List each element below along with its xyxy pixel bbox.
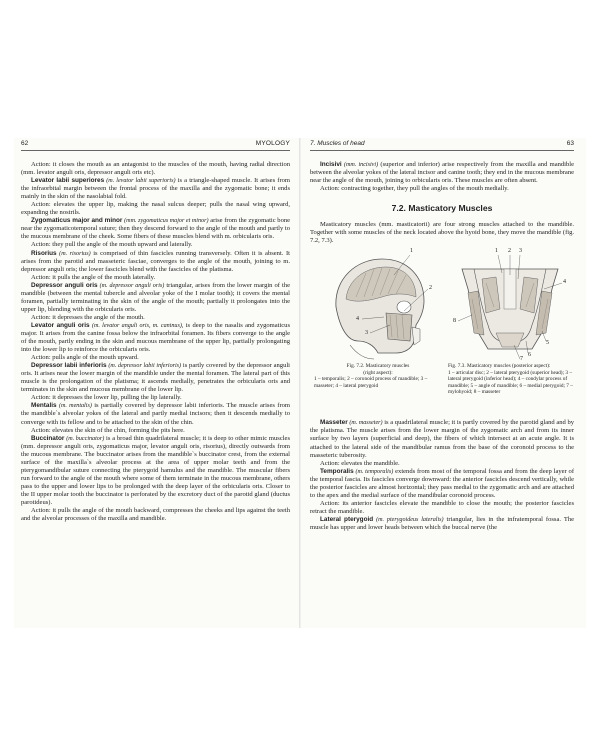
latin-name: (m. mentalis)	[58, 403, 92, 410]
muscle-paragraph	[21, 282, 290, 314]
section-intro: Masticatory muscles (mm. masticatorii) are four strong muscles attached to the mandible. Together with some muscles of the neck located above the hyoid bone, they move the mandible (fig. 7.2, 7.3).	[310, 221, 574, 245]
muscle-paragraph	[21, 362, 290, 394]
figure-7-2	[316, 249, 440, 361]
muscle-term: Zygomaticus major and minor	[31, 217, 123, 225]
action-paragraph	[21, 161, 290, 177]
action-paragraph	[21, 274, 290, 282]
latin-name: (m. pterygoideus lateralis)	[376, 516, 444, 523]
action-paragraph	[21, 354, 290, 362]
muscle-term: Mentalis	[31, 402, 57, 410]
paragraph-text: Action: pulls angle of the mouth upward.	[31, 354, 139, 362]
latin-name: (m. risorius)	[59, 250, 91, 257]
muscle-paragraph	[21, 177, 290, 201]
latin-name: (m. levator anguli oris, m. caninus),	[91, 322, 184, 329]
fig72-title: Fig. 7.2. Masticatory muscles	[346, 363, 410, 370]
fig73-label: 5	[546, 340, 549, 347]
latin-name: (m. depressor labii inferioris)	[108, 363, 182, 370]
paragraph-text: Action: elevates the skin of the chin, forming the pits here.	[31, 426, 185, 434]
paragraph-text: is a quadrilateral muscle; it is partly covered by the parotid gland and by the platisma. The muscle arises from the lower margin of the zygomatic arch and from its inner surface by two layers (superficial and deep), the fibers of which intersect at an acute angle. It is attached to the lateral side of the mandibular ramus from the base of the coronoid process to the masseteric tuberosity.	[310, 419, 574, 459]
fig73-label: 3	[519, 248, 522, 255]
muscle-term: Masseter	[320, 419, 348, 427]
action-paragraph	[21, 394, 290, 402]
paragraph-text: is partly covered by the depressor anguli oris. It arises near the lower margin of the mandible under the mental foramen. The lateral part of this muscle is the prolongation of the platisma; it ascends medially, penetrates the orbicularis oris and terminates in the skin and mucous membrane of the lower lip.	[21, 362, 290, 394]
fig73-legend: 1 – articular disc; 2 – lateral pterygoid (superior head); 3 – lateral pterygoid (inferior head); 4 – condylar process of mandible; 5 – angle of mandible; 6 – medial pterygoid; 7 – mylohyoid; 8 – masseter	[448, 369, 573, 395]
paragraph-text: Action: it closes the mouth as an antagonist to the muscles of the mouth, having radial direction (mm. levator anguli oris, depressor anguli oris etc).	[21, 161, 290, 177]
paragraph-text: Action: it depresses the angle of the mouth.	[31, 313, 145, 321]
paragraph-text: (superior and inferior) arise respectively from the maxilla and mandible between the alveolar yokes of the lateral incisor and canine tooth; they end in the mucous membrane near the angle of the mouth, joining to orbicularis oris. These muscles are often absent.	[310, 161, 574, 185]
muscle-term: Temporalis	[320, 467, 354, 475]
left-page-number: 62	[21, 140, 29, 147]
paragraph-text: Action: it depresses the lower lip, pulling the lip laterally.	[31, 394, 182, 402]
skull-posterior-illustration	[448, 249, 572, 361]
latin-name: (mm. incisivi)	[343, 162, 379, 168]
action-paragraph	[21, 201, 290, 217]
fig73-label: 8	[453, 318, 456, 325]
paragraph-text: Action: it pulls the angle of the mouth laterally.	[31, 273, 156, 281]
fig73-label: 2	[508, 248, 511, 255]
muscle-paragraph	[310, 419, 574, 459]
paragraph-text: is partially covered by depressor labii inferioris. The muscle arises from the mandible`s alveolar yokes of the lateral and partly medial incisors; then it descends medially to converge with its fellow and to be attached to the skin of the chin.	[21, 402, 290, 426]
action-paragraph	[21, 314, 290, 322]
muscle-paragraph	[21, 402, 290, 426]
skull-lateral-illustration	[316, 249, 440, 361]
muscle-paragraph	[21, 217, 290, 241]
muscle-paragraph	[310, 468, 574, 500]
paragraph-text: triangular, arises from the lower margin of the mandible (between the mental tubercle and alveolar yoke of the I molar tooth); it covers the mental foramen, partially terminating in the skin of the angle of the mouth; partially it prolongates into the upper lip, blending with the orbicularis oris.	[21, 281, 290, 313]
right-page-bottom-text	[310, 419, 574, 532]
fig72-legend: 1 – temporalis; 2 – coronoid process of mandible; 3 – masseter; 4 – lateral pterygoid	[314, 376, 428, 389]
fig73-label: 7	[520, 356, 523, 363]
book-gutter	[299, 138, 301, 628]
fig72-label: 3	[365, 330, 368, 337]
action-paragraph	[21, 507, 290, 523]
action-paragraph	[21, 241, 290, 249]
fig72-label: 2	[429, 285, 432, 292]
fig73-title: Fig. 7.3. Masticatory muscles (posterior aspect):	[448, 363, 551, 370]
figure-7-3-caption	[448, 363, 574, 395]
muscle-term: Levator anguli oris	[31, 321, 90, 329]
muscle-term: Incisivi	[320, 161, 342, 168]
right-page-number: 63	[566, 140, 574, 147]
muscle-term: Lateral pterygoid	[320, 515, 374, 523]
paragraph-text: Action: its anterior fascicles elevate the mandible to close the mouth; the posterior fascicles retract the mandible.	[310, 499, 574, 515]
muscle-paragraph	[21, 250, 290, 274]
action-paragraph	[21, 427, 290, 435]
paragraph-text: is comprised of thin fascicles running transversely. Often it is absent. It arises from the parotid and masseteric fasciae, converges to the angle of the mouth, joining to m. depressor anguli oris; the lower fascicles blend with the fascicles of the platisma.	[21, 249, 290, 273]
left-running-header	[21, 140, 290, 151]
fig72-label: 1	[410, 248, 413, 255]
fig73-label: 6	[528, 352, 531, 359]
paragraph-text: is deep to the nasalis and zygomaticus major. It arises from the canine fossa below the infraorbital foramen. Its fibers converge to the angle of the mouth, partly ending in the skin and mucous membrane of the upper lip, partially prolongating into the lower lip to reinforce the orbicularis oris.	[21, 321, 290, 354]
left-page-body	[21, 161, 290, 523]
paragraph-text: Action: contracting together, they pull the angles of the mouth medially.	[320, 185, 509, 193]
muscle-paragraph	[21, 322, 290, 354]
fig73-label: 4	[563, 279, 566, 286]
action-paragraph	[310, 500, 574, 516]
fig72-label: 4	[356, 316, 359, 323]
left-page	[21, 140, 290, 624]
paragraph-text: extends from most of the temporal fossa and from the deep layer of the temporal fascia. Its fascicles converge downward: the anterior fascicles descend vertically, while the posterior fascicles are almost horizontal; they pass medial to the zygomatic arch and are attached to the apex and the medial surface of the mandibular coronoid process.	[310, 467, 574, 499]
section-heading: 7.2. Masticatory Muscles	[391, 203, 493, 214]
muscle-term: Buccinator	[31, 434, 65, 442]
muscle-term: Risorius	[31, 249, 57, 257]
latin-name: (m. buccinator)	[66, 435, 105, 442]
latin-name: (m. levator labii superioris)	[106, 178, 176, 185]
figures-row	[310, 249, 574, 417]
paragraph-text: Action: elevates the upper lip, making the nasal sulcus deeper; pulls the nasal wing upward, expanding the nostrils.	[21, 201, 290, 217]
right-page-top-text	[310, 161, 574, 193]
paragraph-text: arise from the zygomatic bone near the zygomaticotemporal suture; then they descend forward to the angle of the mouth and partly to the mucous membrane of the cheek. Some fibers of these muscles blend with m. orbicularis oris.	[21, 217, 290, 241]
action-paragraph	[310, 185, 574, 193]
muscle-term: Levator labii superiores	[31, 177, 105, 185]
muscle-paragraph	[21, 435, 290, 507]
muscle-paragraph	[310, 161, 574, 185]
action-paragraph	[310, 460, 574, 468]
fig73-label: 1	[495, 248, 498, 255]
muscle-paragraph	[310, 516, 574, 532]
paragraph-text: Action: they pull the angle of the mouth upward and laterally.	[31, 241, 193, 249]
latin-name: (m. depressor anguli oris)	[99, 282, 165, 289]
paragraph-text: triangular, lies in the infratemporal fossa. The muscle has upper and lower heads between which the buccal nerve (the	[310, 515, 574, 531]
paragraph-text: Action: elevates the mandible.	[320, 459, 400, 467]
left-running-title: MYOLOGY	[255, 140, 290, 147]
latin-name: (m. temporalis)	[355, 468, 394, 475]
fig72-subtitle: (right aspect):	[363, 369, 393, 376]
right-page	[310, 140, 574, 624]
right-running-header	[310, 140, 574, 151]
figure-7-2-caption	[314, 363, 442, 389]
muscle-term: Depressor anguli oris	[31, 281, 98, 289]
paragraph-text: is a broad thin quadrilateral muscle; it is deep to other mimic muscles (mm. depressor anguli oris, zygomaticus major, levator anguli oris, risorius), directly outwards from the mucous membrane. The buccinator arises from the mandible`s buccinator crest, from the external surface of the maxilla`s alveolar process at the area of upper molar teeth and from the pterygomandibular suture connecting the pterygoid hamulus and the mandible. The muscular fibers run forward to the angle of the mouth where some of them terminate in the mucous membrane, others pass to the upper and lower lips to be prolonged with the deep layer of the orbicularis oris. Closer to the II upper molar tooth the buccinator is perforated by the excretory duct of the parotid gland (ductus parotideus).	[21, 434, 290, 506]
figure-7-3	[448, 249, 572, 361]
muscle-term: Depressor labii inferioris	[31, 362, 107, 370]
latin-name: (mm. zygomaticus major et minor)	[124, 218, 209, 225]
latin-name: (m. masseter)	[349, 420, 383, 427]
right-running-title: 7. Muscles of head	[310, 140, 365, 147]
paragraph-text: is a triangle-shaped muscle. It arises from the infraorbital margin between the frontal process of the maxilla and the zygomatic bone; it ends mainly in the skin of the nasolabial fold.	[21, 177, 290, 201]
paragraph-text: Action: it pulls the angle of the mouth backward, compresses the cheeks and lips against the teeth and the alveolar processes of the maxilla and mandible.	[21, 507, 290, 523]
